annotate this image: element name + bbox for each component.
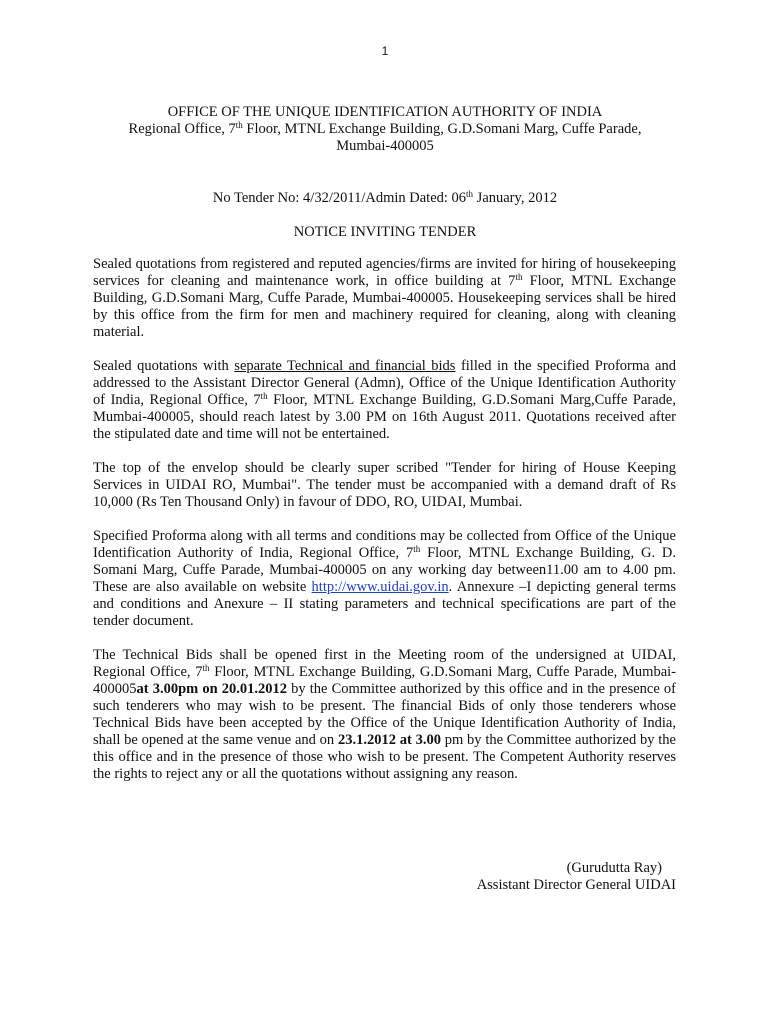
signatory-name: (Gurudutta Ray) xyxy=(566,860,662,876)
superscript: th xyxy=(466,189,474,199)
paragraph-text: Floor, MTNL Exchange Building, G.D.Somani Marg,Cuffe Parade, Mumbai-400005, should reach latest by 3.00 PM on 16th August 2011. Quotations received after the stipulated date and time will not be entertained. xyxy=(93,392,676,442)
website-link[interactable]: http://www.uidai.gov.in xyxy=(311,579,449,595)
paragraph-envelope: The top of the envelop should be clearly super scribed "Tender for hiring of House Keeping Services in UIDAI RO, Mumbai". The tender must be accompanied with a demand draft of Rs 10,000 (Rs Ten Thousand Only) in favour of DDO, RO, UIDAI, Mumbai. xyxy=(93,460,676,510)
bold-text: at 3.00pm on 20.01.2012 xyxy=(136,681,288,697)
underlined-text: separate Technical and financial bids xyxy=(234,358,456,374)
paragraph-text: Sealed quotations with xyxy=(93,358,235,374)
tender-reference xyxy=(0,190,770,207)
paragraph-text: The Technical Bids shall be opened first in the Meeting room of the undersigned at UIDAI, Regional Office, 7 xyxy=(93,647,676,680)
paragraph-text: pm by the Committee authorized by the this office and in the presence of those who wish to be present. The Competent Authority reserves the rights to reject any or all the quotations without assigning any reason. xyxy=(93,732,676,782)
superscript: th xyxy=(515,272,523,282)
paragraph-text: Floor, MTNL Exchange Building, G. D. Somani Marg, Cuffe Parade, Mumbai-400005 on any working day between11.00 am to 4.00 pm. These are also available on website xyxy=(93,545,677,595)
paragraph-scope xyxy=(93,256,676,341)
paragraph-text: Sealed quotations from registered and reputed agencies/firms are invited for hiring of housekeeping services for cleaning and maintenance work, in office building at 7 xyxy=(93,256,676,289)
reference-date: January, 2012 xyxy=(473,190,558,206)
paragraph-text: Floor, MTNL Exchange Building, G.D.Somani Marg, Cuffe Parade, Mumbai-400005. Housekeeping services shall be hired by this office from the firm for men and machinery required for cleaning, along with cleaning material. xyxy=(93,273,676,340)
notice-title: NOTICE INVITING TENDER xyxy=(293,224,477,240)
signatory-designation: Assistant Director General UIDAI xyxy=(476,877,676,893)
office-address xyxy=(60,121,710,138)
address-text: Regional Office, 7 xyxy=(128,121,236,137)
paragraph-proforma xyxy=(93,528,676,630)
superscript: th xyxy=(413,544,421,554)
address-text: Floor, MTNL Exchange Building, G.D.Somani Marg, Cuffe Parade, xyxy=(242,121,642,137)
paragraph-submission xyxy=(93,358,676,443)
bold-text: 23.1.2012 at 3.00 xyxy=(337,732,441,748)
paragraph-text: Floor, MTNL Exchange Building, G.D.Somani Marg, Cuffe Parade, Mumbai-400005 xyxy=(93,664,676,697)
paragraph-text: filled in the specified Proforma and addressed to the Assistant Director General (Admn), Office of the Unique Identification Authority of India, Regional Office, 7 xyxy=(93,358,676,408)
letterhead xyxy=(60,104,710,155)
organization-name: OFFICE OF THE UNIQUE IDENTIFICATION AUTHORITY OF INDIA xyxy=(167,104,603,120)
paragraph-text: . Annexure –I depicting general terms and conditions and Anexure – II stating parameters and technical specifications are part of the tender document. xyxy=(93,579,676,629)
paragraph-text: Specified Proforma along with all terms and conditions may be collected from Office of the Unique Identification Authority of India, Regional Office, 7 xyxy=(93,528,676,561)
superscript: th xyxy=(235,120,243,130)
paragraph-bid-opening xyxy=(93,647,676,783)
superscript: th xyxy=(202,663,210,673)
reference-text: No Tender No: 4/32/2011/Admin Dated: 06 xyxy=(212,190,467,206)
paragraph-text: by the Committee authorized by this office and in the presence of such tenderers who may wish to be present. The financial Bids of only those tenderers whose Technical Bids have been accepted by the Office of the Unique Identification Authority of India, shall be opened at the same venue and on xyxy=(93,681,676,748)
office-city: Mumbai-400005 xyxy=(336,138,434,154)
superscript: th xyxy=(260,391,268,401)
notice-body xyxy=(93,256,676,800)
signature-block xyxy=(477,860,676,894)
page-number: 1 xyxy=(381,44,389,58)
